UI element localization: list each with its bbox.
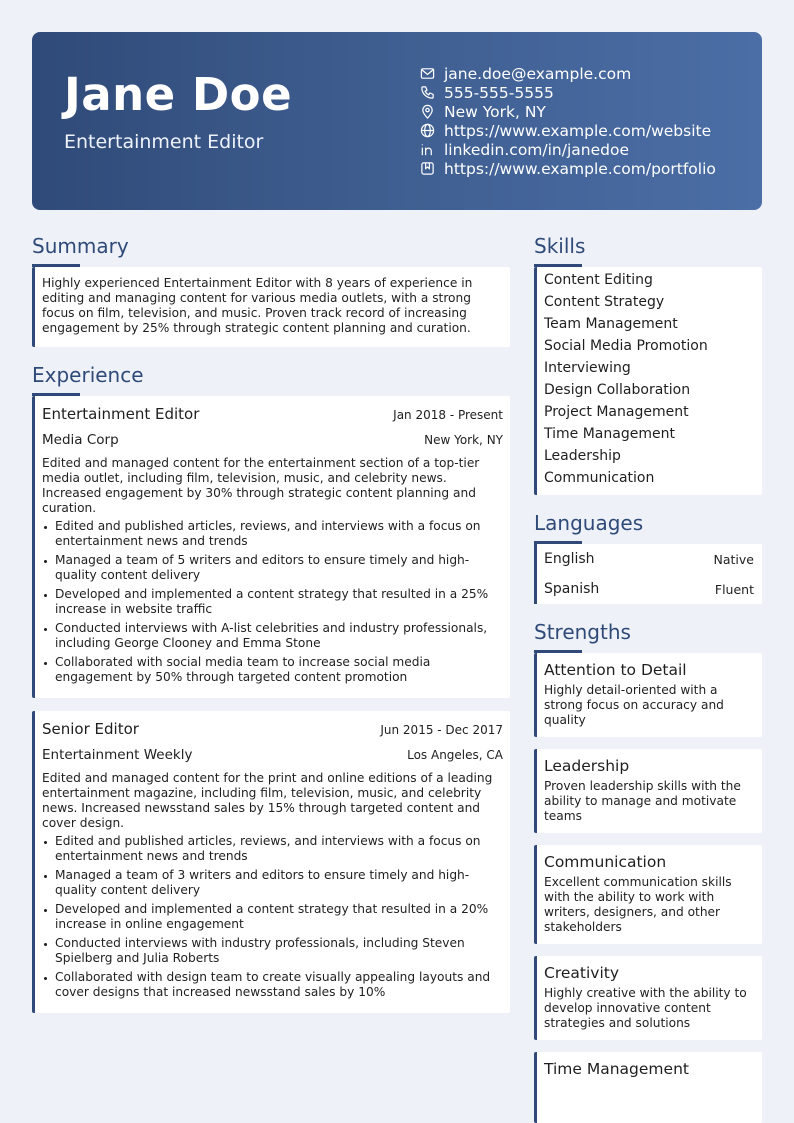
job-dates: Jan 2018 - Present: [393, 408, 503, 422]
skill-item: Project Management: [544, 404, 689, 420]
skill-item: Design Collaboration: [544, 382, 691, 398]
contact-portfolio[interactable]: [420, 159, 716, 178]
contact-location: [420, 102, 716, 121]
location-icon: [420, 104, 435, 119]
candidate-name: Jane Doe: [64, 68, 293, 121]
contact-linkedin-text: linkedin.com/in/janedoe: [444, 140, 629, 159]
job-bullet: Edited and published articles, reviews, and interviews with a focus on entertainment news and trends: [42, 834, 503, 864]
job-bullet: Conducted interviews with A-list celebrities and industry professionals, including George Clooney and Emma Stone: [42, 621, 503, 651]
job-description: Edited and managed content for the entertainment section of a top-tier media outlet, including film, television, music, and celebrity news. Increased engagement by 30% through strategic content planning and curation.: [42, 456, 480, 515]
strength-title: Attention to Detail: [544, 661, 687, 679]
strength-card: [534, 845, 762, 944]
strength-card: [534, 653, 762, 737]
job-bullet: Developed and implemented a content strategy that resulted in a 20% increase in online engagement: [42, 902, 503, 932]
portfolio-icon: [420, 161, 435, 176]
summary-text: Highly experienced Entertainment Editor with 8 years of experience in editing and managing content for various media outlets, with a strong focus on film, television, and music. Proven track record of increasing engagement by 25% through strategic content planning and curation.: [42, 276, 473, 335]
job-location: New York, NY: [424, 433, 503, 447]
skill-item: Social Media Promotion: [544, 338, 708, 354]
languages-heading: Languages: [534, 511, 644, 535]
job-description: Edited and managed content for the print and online editions of a leading entertainment magazine, including film, television, music, and celebrity news. Increased newsstand sales by 15% through targeted content and cover design.: [42, 771, 493, 830]
strength-title: Leadership: [544, 757, 630, 775]
job-dates: Jun 2015 - Dec 2017: [380, 723, 503, 737]
language-row: [534, 544, 762, 574]
contact-phone[interactable]: [420, 83, 716, 102]
strength-desc: Highly detail-oriented with a strong focus on accuracy and quality: [544, 683, 724, 727]
strength-card: [534, 749, 762, 833]
contact-list: [420, 64, 716, 178]
job-location: Los Angeles, CA: [407, 748, 503, 762]
skill-item: Content Strategy: [544, 294, 665, 310]
skill-item: Communication: [544, 470, 655, 486]
strength-desc: Excellent communication skills with the ability to work with writers, designers, and other stakeholders: [544, 875, 732, 934]
linkedin-icon: [420, 142, 435, 157]
strength-title: Creativity: [544, 964, 620, 982]
job-title: Senior Editor: [42, 720, 139, 738]
language-level: Fluent: [714, 581, 754, 597]
email-icon: [420, 66, 435, 81]
language-row: [534, 574, 762, 604]
job-company: Entertainment Weekly: [42, 747, 193, 763]
skill-item: Content Editing: [544, 272, 653, 288]
summary-card: [32, 267, 510, 347]
strength-desc: Highly creative with the ability to develop innovative content strategies and solutions: [544, 986, 747, 1030]
experience-heading: Experience: [32, 363, 144, 387]
skills-heading: Skills: [534, 234, 586, 258]
skill-item: Interviewing: [544, 360, 631, 376]
contact-portfolio-text: https://www.example.com/portfolio: [444, 159, 716, 178]
language-name: Spanish: [544, 581, 600, 597]
contact-email[interactable]: [420, 64, 716, 83]
language-level: Native: [713, 551, 754, 567]
job-bullets: [42, 834, 503, 1000]
job-bullet: Collaborated with social media team to increase social media engagement by 50% through targeted content promotion: [42, 655, 503, 685]
job-bullet: Conducted interviews with industry professionals, including Steven Spielberg and Julia Roberts: [42, 936, 503, 966]
job-bullet: Collaborated with design team to create visually appealing layouts and cover designs that increased newsstand sales by 10%: [42, 970, 503, 1000]
contact-phone-text: 555-555-5555: [444, 83, 554, 102]
job-bullet: Edited and published articles, reviews, and interviews with a focus on entertainment news and trends: [42, 519, 503, 549]
job-card: [32, 711, 510, 1013]
strengths-heading: Strengths: [534, 620, 631, 644]
contact-linkedin[interactable]: [420, 140, 716, 159]
job-company: Media Corp: [42, 432, 119, 448]
skill-item: Time Management: [544, 426, 675, 442]
job-bullet: Managed a team of 3 writers and editors to ensure timely and high-quality content delivery: [42, 868, 503, 898]
job-bullet: Developed and implemented a content strategy that resulted in a 25% increase in website traffic: [42, 587, 503, 617]
skill-item: Leadership: [544, 448, 621, 464]
strength-card: [534, 956, 762, 1040]
contact-website[interactable]: [420, 121, 716, 140]
summary-heading: Summary: [32, 234, 129, 258]
strength-card: [534, 1052, 762, 1123]
strength-title: Communication: [544, 853, 667, 871]
job-title: Entertainment Editor: [42, 405, 200, 423]
phone-icon: [420, 85, 435, 100]
resume-header: [32, 32, 762, 210]
skills-card: [534, 267, 762, 495]
job-card: [32, 396, 510, 698]
globe-icon: [420, 123, 435, 138]
strength-title: Time Management: [544, 1060, 689, 1078]
job-bullet: Managed a team of 5 writers and editors to ensure timely and high-quality content delivery: [42, 553, 503, 583]
contact-location-text: New York, NY: [444, 102, 546, 121]
candidate-title: Entertainment Editor: [64, 131, 264, 153]
strength-desc: Proven leadership skills with the ability to manage and motivate teams: [544, 779, 741, 823]
job-bullets: [42, 519, 503, 685]
skill-item: Team Management: [544, 316, 678, 332]
contact-website-text: https://www.example.com/website: [444, 121, 712, 140]
contact-email-text: jane.doe@example.com: [444, 64, 632, 83]
language-name: English: [544, 551, 595, 567]
